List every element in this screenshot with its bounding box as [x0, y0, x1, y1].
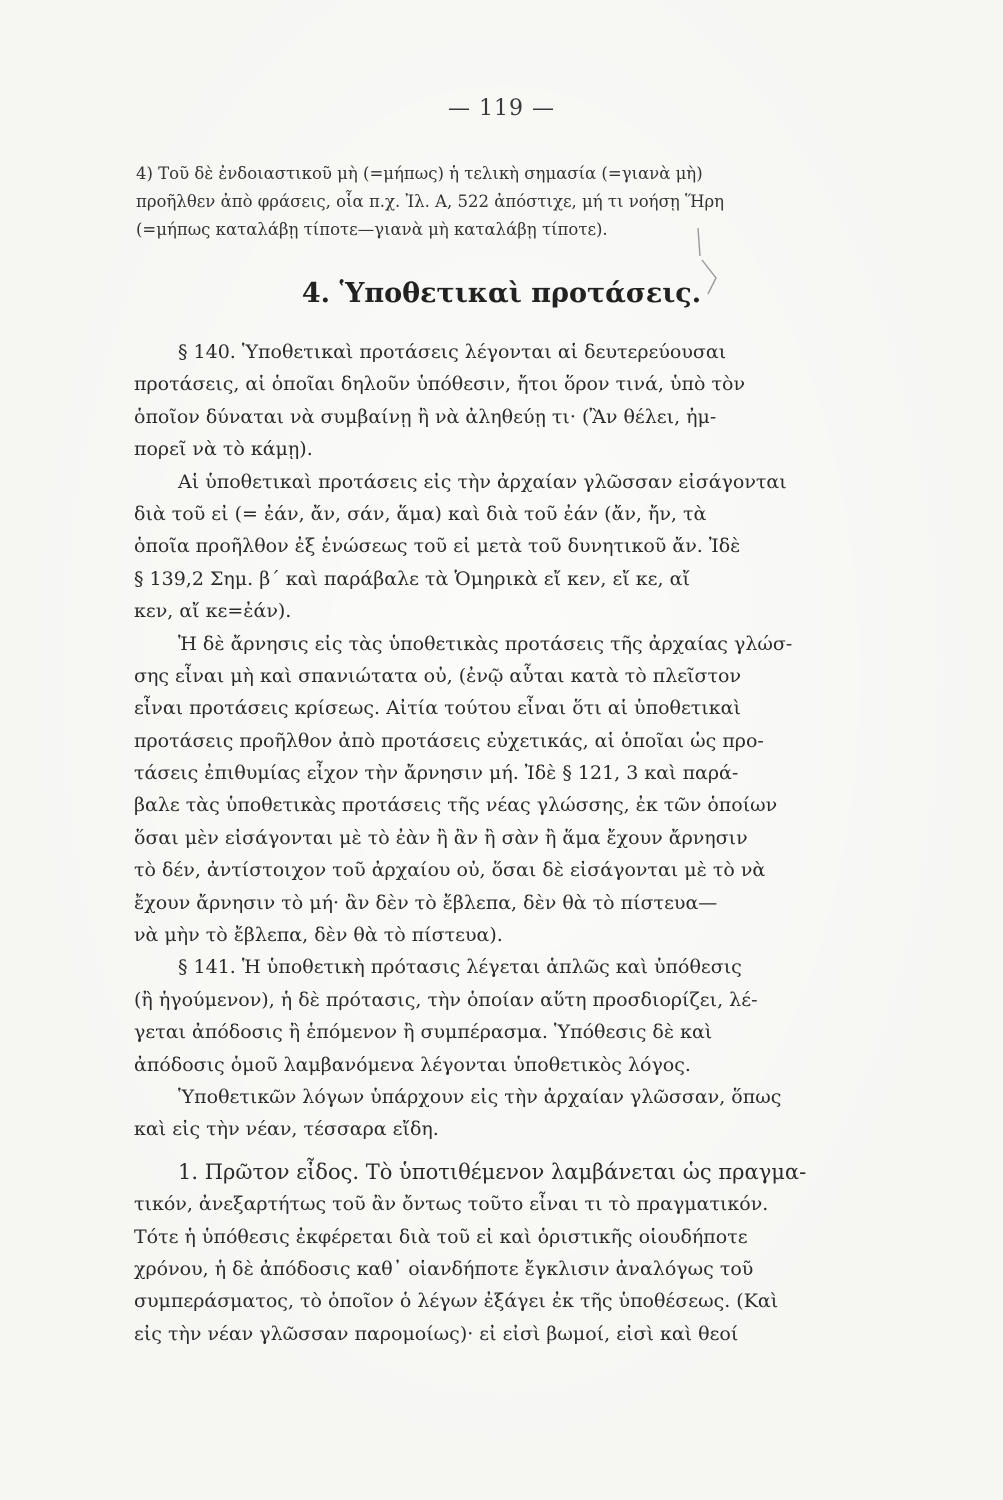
first-kind-line: τικόν, ἀνεξαρτήτως τοῦ ἂν ὄντως τοῦτο εἶναι τι τὸ πραγματικόν.	[134, 1193, 769, 1216]
first-kind-line: 1. Πρῶτον εἶδος. Τὸ ὑποτιθέμενον λαμβάνεται ὡς πραγμα-	[178, 1159, 807, 1184]
first-kind-line: εἰς τὴν νέαν γλῶσσαν παρομοίως)· εἰ εἰσὶ βωμοί, εἰσὶ καὶ θεοί	[134, 1322, 739, 1345]
paragraph-line: Αἱ ὑποθετικαὶ προτάσεις εἰς τὴν ἀρχαίαν γλῶσσαν εἰσάγονται	[178, 470, 787, 493]
paragraph-line: τὸ δέν, ἀντίστοιχον τοῦ ἀρχαίου οὐ, ὅσαι δὲ εἰσάγονται μὲ τὸ νὰ	[134, 859, 766, 882]
paragraph-line: ὁποῖα προῆλθον ἐξ ἑνώσεως τοῦ εἰ μετὰ τοῦ δυνητικοῦ ἄν. Ἰδὲ	[134, 535, 741, 558]
spacer	[134, 1146, 854, 1156]
paragraph-line: τάσεις ἐπιθυμίας εἶχον τὴν ἄρνησιν μή. Ἰδὲ § 121, 3 καὶ παρά-	[134, 762, 739, 785]
paragraph-line: κεν, αἴ κε=ἐάν).	[134, 600, 292, 623]
first-kind-line: Τότε ἡ ὑπόθεσις ἐκφέρεται διὰ τοῦ εἰ καὶ ὁριστικῆς οἱουδήποτε	[134, 1225, 748, 1248]
paragraph-line: εἶναι προτάσεις κρίσεως. Αἰτία τούτου εἶναι ὅτι αἱ ὑποθετικαὶ	[134, 697, 741, 720]
paragraph-line: § 139,2 Σημ. β´ καὶ παράβαλε τὰ Ὁμηρικὰ εἴ κεν, εἴ κε, αἴ	[134, 567, 690, 590]
first-kind-line: χρόνου, ἡ δὲ ἀπόδοσις καθ᾽ οἱανδήποτε ἔγκλισιν ἀναλόγως τοῦ	[134, 1257, 754, 1280]
paragraph-line: προτάσεις προῆλθον ἀπὸ προτάσεις εὐχετικάς, αἱ ὁποῖαι ὡς προ-	[134, 729, 764, 752]
paragraph-141-line: γεται ἀπόδοσις ἢ ἑπόμενον ἢ συμπέρασμα. Ὑπόθεσις δὲ καὶ	[134, 1021, 713, 1044]
first-kind-line: συμπεράσματος, τὸ ὁποῖον ὁ λέγων ἐξάγει ἐκ τῆς ὑποθέσεως. (Καὶ	[134, 1290, 779, 1313]
note-line: (=μήπως καταλάβῃ τίποτε—γιανὰ μὴ καταλάβῃ τίποτε).	[136, 220, 608, 239]
paragraph-line: Ἡ δὲ ἄρνησις εἰς τὰς ὑποθετικὰς προτάσεις τῆς ἀρχαίας γλώσ-	[178, 632, 793, 655]
paragraph-line: βαλε τὰς ὑποθετικὰς προτάσεις τῆς νέας γλώσσης, ἐκ τῶν ὁποίων	[134, 794, 778, 817]
note-line: προῆλθεν ἀπὸ φράσεις, οἷα π.χ. Ἰλ. Α, 522 ἀπόστιχε, μή τι νοήσῃ Ἥρη	[136, 192, 725, 211]
paragraph-140-line: πορεῖ νὰ τὸ κάμῃ).	[134, 438, 313, 461]
paragraph-line: ἔχουν ἄρνησιν τὸ μή· ἂν δὲν τὸ ἔβλεπα, δὲν θὰ τὸ πίστευα—	[134, 891, 718, 914]
paragraph-line: καὶ εἰς τὴν νέαν, τέσσαρα εἴδη.	[134, 1118, 439, 1141]
paragraph-140-line: ὁποῖον δύναται νὰ συμβαίνῃ ἢ νὰ ἀληθεύῃ τι· (Ἂν θέλει, ἠμ-	[134, 405, 717, 428]
note-line: 4) Τοῦ δὲ ἐνδοιαστικοῦ μὴ (=μήπως) ἡ τελικὴ σημασία (=γιανὰ μὴ)	[136, 164, 703, 183]
paragraph-141-line: ἀπόδοσις ὁμοῦ λαμβανόμενα λέγονται ὑποθετικὸς λόγος.	[134, 1053, 691, 1076]
footnote-block	[136, 160, 852, 244]
paragraph-line: νὰ μὴν τὸ ἔβλεπα, δὲν θὰ τὸ πίστευα).	[134, 924, 503, 947]
paragraph-140-line: § 140. Ὑποθετικαὶ προτάσεις λέγονται αἱ δευτερεύουσαι	[178, 341, 727, 363]
paragraph-141-line: (ἢ ἡγούμενον), ἡ δὲ πρότασις, τὴν ὁποίαν αὕτη προσδιορίζει, λέ-	[134, 988, 758, 1011]
paragraph-line: σης εἶναι μὴ καὶ σπανιώτατα οὐ, (ἐνῷ αὗται κατὰ τὸ πλεῖστον	[134, 664, 742, 687]
paragraph-line: διὰ τοῦ εἰ (= ἐάν, ἄν, σάν, ἅμα) καὶ διὰ τοῦ ἐάν (ἄν, ἤν, τὰ	[134, 502, 707, 525]
paragraph-line: Ὑποθετικῶν λόγων ὑπάρχουν εἰς τὴν ἀρχαίαν γλῶσσαν, ὅπως	[178, 1085, 782, 1108]
page-number: — 119 —	[448, 96, 555, 121]
body-text	[134, 336, 854, 1350]
paragraph-141-line: § 141. Ἡ ὑποθετικὴ πρότασις λέγεται ἁπλῶς καὶ ὑπόθεσις	[178, 956, 742, 979]
paragraph-line: ὅσαι μὲν εἰσάγονται μὲ τὸ ἐὰν ἢ ἂν ἢ σὰν ἢ ἅμα ἔχουν ἄρνησιν	[134, 826, 748, 849]
paragraph-140-line: προτάσεις, αἱ ὁποῖαι δηλοῦν ὑπόθεσιν, ἤτοι ὅρον τινά, ὑπὸ τὸν	[134, 373, 746, 396]
section-heading: 4. Ὑποθετικαὶ προτάσεις.	[301, 278, 702, 309]
